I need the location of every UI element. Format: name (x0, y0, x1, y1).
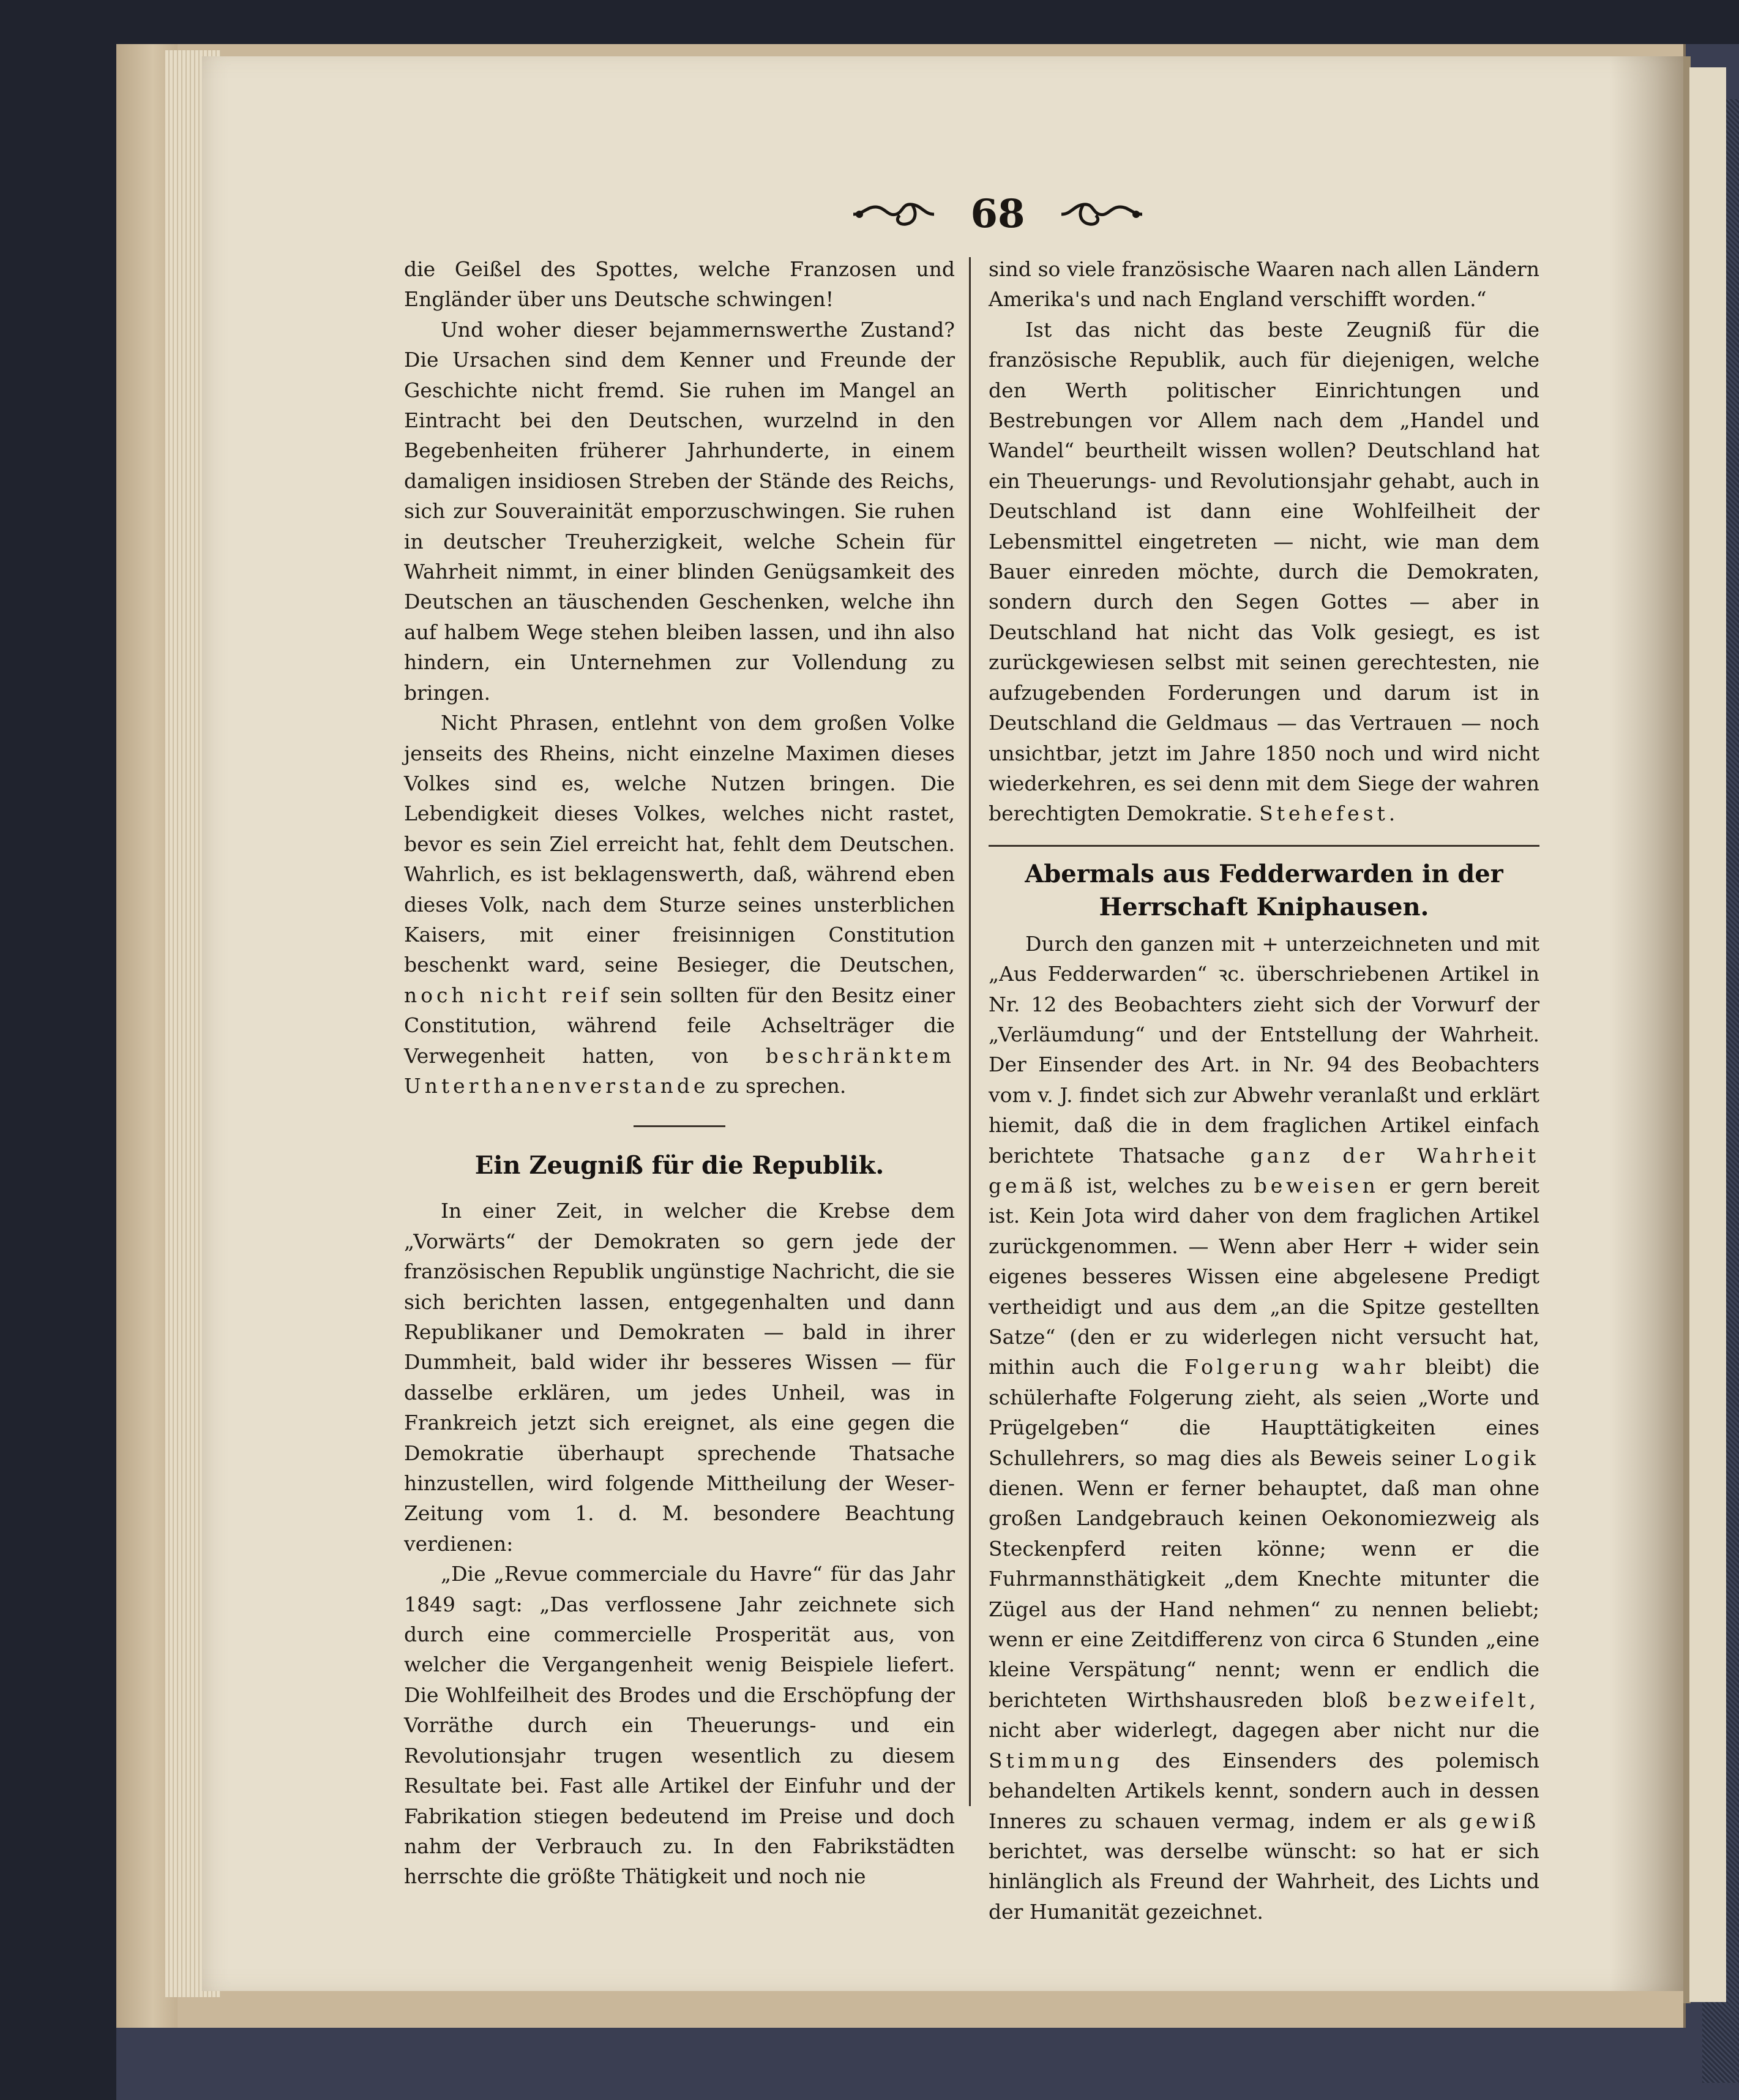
text-run: er gern bereit ist. Kein Jota wird daher von dem fraglichen Artikel zurückgenommen. — Wenn aber Herr + wider sein eigenes besseres Wissen eine abgelesene Predigt vertheidigt und aus dem „an die Spitze gestellten Satze“ (den er zu widerlegen nicht versucht hat, mithin auch die (989, 1173, 1540, 1379)
text-run: berichtet, was derselbe wünscht: so hat er sich hinlänglich als Freund der Wahrheit, des Lichts und der Humanität gezeichnet. (989, 1839, 1539, 1924)
ornament-left-icon (851, 198, 937, 230)
text-run: nicht aber widerlegt, dagegen aber nicht nur die (989, 1718, 1539, 1742)
emphasis-spaced: noch nicht reif (404, 983, 612, 1007)
text-run: sein sollten für den Besitz einer Constitution, während feile Achselträger die Verwegenheit hatten, von (404, 983, 955, 1068)
text-run: Nicht Phrasen, entlehnt von dem großen Volke jenseits des Rheins, nicht einzelne Maximen dieses Volkes sind es, welche Nutzen bringen. Die Lebendigkeit dieses Volkes, welches nicht rastet, bevor es sein Ziel erreicht hat, fehlt dem Deutschen. Wahrlich, es ist beklagenswerth, daß, während eben dieses Volk, nach dem Sturze seines unsterblichen Kaisers, mit einer freisinnigen Constitution beschenkt ward, seine Besieger, die Deutschen, (404, 711, 955, 977)
emphasis-spaced: beweisen (1254, 1173, 1379, 1198)
paragraph (404, 708, 955, 1101)
paragraph: In einer Zeit, in welcher die Krebse dem „Vorwärts“ der Demokraten so gern jede der französischen Republik ungünstige Nachricht, die sie sich berichten lassen, entgegenhalten und dann Republikaner und Demokraten — bald in ihrer Dummheit, bald wider ihr besseres Wissen — für dasselbe erklären, um jedes Unheil, was in Frankreich jetzt sich ereignet, als eine gegen die Demokratie überhaupt sprechende Thatsache hinzustellen, wird folgende Mittheilung der Weser-Zeitung vom 1. d. M. besondere Beachtung verdienen: (404, 1199, 955, 1556)
page-header (839, 190, 1157, 239)
right-column (989, 254, 1539, 1927)
paragraph: die Geißel des Spottes, welche Franzosen und Engländer über uns Deutsche schwingen! (404, 257, 955, 312)
left-column (404, 254, 955, 1892)
paragraph: „Die „Revue commerciale du Havre“ für das Jahr 1849 sagt: „Das verflossene Jahr zeichnete sich durch eine commercielle Prosperität aus, von welcher die Vergangenheit wenig Beispiele liefert. Die Wohlfeilheit des Brodes und die Erschöpfung der Vorräthe durch ein Theuerungs- und ein Revolutionsjahr trugen wesentlich zu diesem Resultate bei. Fast alle Artikel der Einfuhr und der Fabrikation stiegen bedeutend im Preise und doch nahm der Verbrauch zu. In den Fabrikstädten herrschte die größte Thätigkeit und noch nie (404, 1562, 955, 1889)
article-heading: Abermals aus Fedderwarden in der Herrschaft Kniphausen. (1025, 859, 1503, 921)
text-run: des Einsenders des polemisch behandelten Artikels kennt, sondern auch in dessen Inneres zu schauen vermag, indem er als (989, 1748, 1540, 1833)
paragraph (989, 929, 1539, 1927)
ornament-right-icon (1059, 198, 1145, 230)
text-run: dienen. Wenn er ferner behauptet, daß man ohne großen Landgebrauch keinen Oekonomiezweig als Steckenpferd reiten könne; wenn er die Fuhrmannsthätigkeit „dem Knechte mitunter die Zügel aus der Hand nehmen“ zu nennen beliebt; wenn er eine Zeitdifferenz von circa 6 Stunden „eine kleine Verspätung“ nennt; wenn er endlich die berichteten Wirthshausreden bloß (989, 1476, 1539, 1712)
emphasis-spaced: bezweifelt, (1388, 1687, 1539, 1712)
emphasis-spaced: beschränktem Unterthanenverstande (404, 1043, 955, 1098)
page-number: 68 (970, 191, 1025, 237)
text-run: ist, welches zu (1086, 1173, 1244, 1198)
column-rule (969, 257, 971, 1806)
emphasis-spaced: Logik (1464, 1446, 1539, 1470)
text-run: zu sprechen. (715, 1073, 847, 1098)
emphasis-spaced: gewiß (1459, 1809, 1539, 1833)
article-heading: Ein Zeugniß für die Republik. (474, 1151, 884, 1180)
paragraph: sind so viele französische Waaren nach allen Ländern Amerika's und nach England verschifft worden.“ (989, 257, 1539, 312)
emphasis-spaced: Stimmung (989, 1748, 1124, 1772)
paragraph: Und woher dieser bejammernswerthe Zustand? Die Ursachen sind dem Kenner und Freunde der Geschichte nicht fremd. Sie ruhen im Mangel an Eintracht bei den Deutschen, wurzelnd in den Begebenheiten früherer Jahrhunderte, in einem damaligen insidiosen Streben der Stände des Reichs, sich zur Souverainität emporzuschwingen. Sie ruhen in deutscher Treuherzigkeit, welche Schein für Wahrheit nimmt, in einer blinden Genügsamkeit des Deutschen an täuschenden Geschenken, welche ihn auf halbem Wege stehen bleiben lassen, und ihn also hindern, ein Unternehmen zur Vollendung zu bringen. (404, 317, 955, 705)
text-run: bleibt) die schülerhafte Folgerung zieht, als seien „Worte und Prügelgeben“ die Haupttätigkeiten eines Schullehrers, so mag dies als Beweis seiner (989, 1355, 1539, 1470)
emphasis-spaced: ganz der Wahrheit gemäß (989, 1143, 1539, 1198)
text-run: Durch den ganzen mit + unterzeichneten und mit „Aus Fedderwarden“ ꝛc. überschriebenen Artikel in Nr. 12 des Beobachters zieht sich der Vorwurf der „Verläumdung“ und der Entstellung der Wahrheit. Der Einsender des Art. in Nr. 94 des Beobachters vom v. J. findet sich zur Abwehr veranlaßt und erklärt hiemit, daß die in dem fraglichen Artikel einfach berichtete Thatsache (989, 931, 1539, 1168)
facing-page-strip (1689, 67, 1726, 2002)
signature: Stehefest. (1259, 801, 1399, 826)
spine-shadow (1610, 56, 1683, 1991)
text-run: Ist das nicht das beste Zeugniß für die französische Republik, auch für diejenigen, welche den Werth politischer Einrichtungen und Bestrebungen vor Allem nach dem „Handel und Wandel“ beurtheilt wissen wollen? Deutschland hat ein Theuerungs- und Revolutionsjahr gehabt, auch in Deutschland ist dann eine Wohlfeilheit der Lebensmittel eingetreten — nicht, wie man dem Bauer einreden möchte, durch die Demokraten, sondern durch den Segen Gottes — aber in Deutschland hat nicht das Volk gesiegt, es ist zurückgewiesen selbst mit seinen gerechtesten, nie aufzugebenden Forderungen und darum ist in Deutschland die Geldmaus — das Vertrauen — noch unsichtbar, jetzt im Jahre 1850 noch und wird nicht wiederkehren, es sei denn mit dem Siege der wahren berechtigten Demokratie. (989, 317, 1539, 826)
paragraph (989, 315, 1539, 829)
emphasis-spaced: Folgerung wahr (1184, 1355, 1409, 1379)
